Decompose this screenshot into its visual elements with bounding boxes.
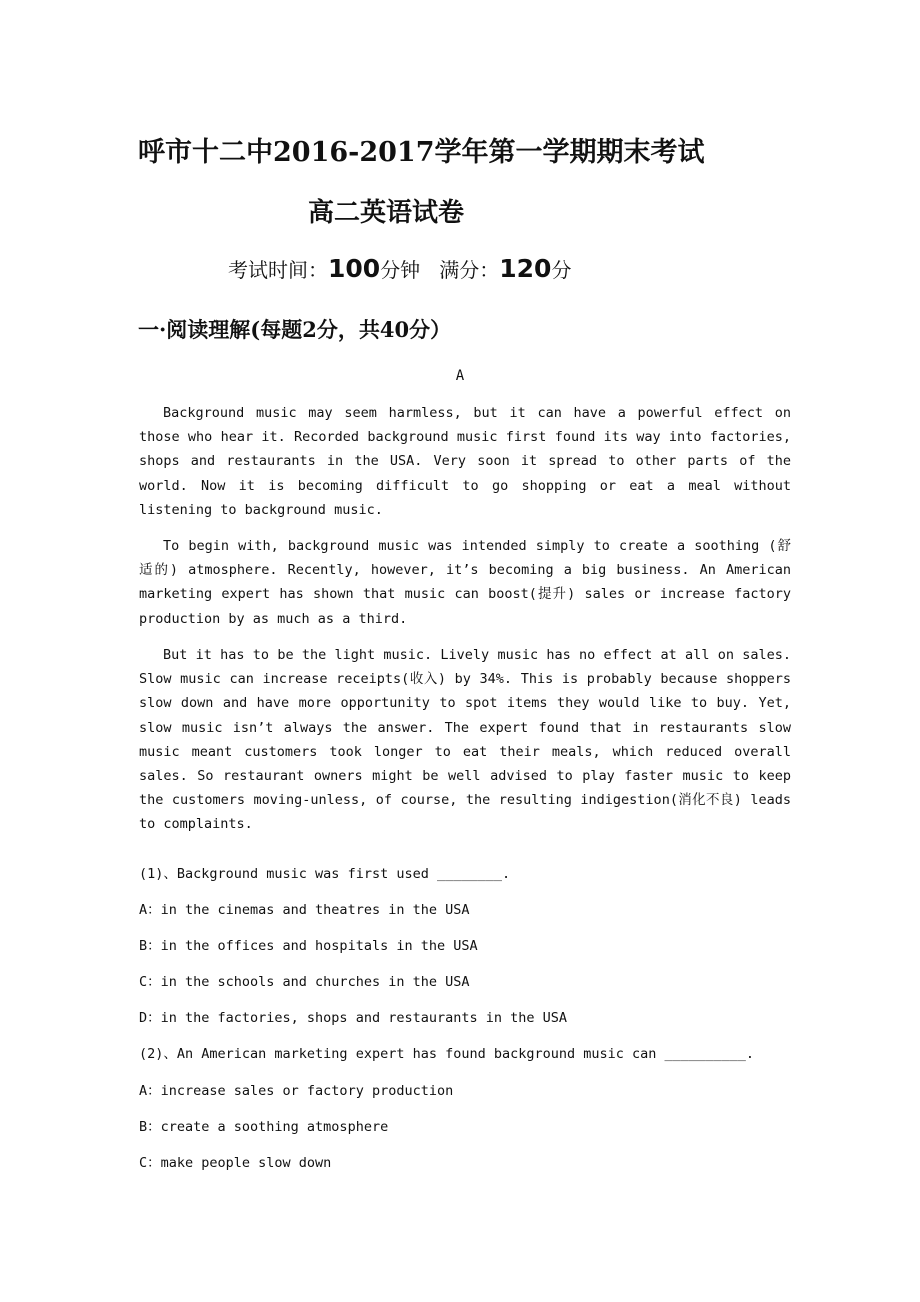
score-unit: 分	[551, 258, 572, 282]
passage-paragraph-1: Background music may seem harmless, but it can have a powerful effect on those who hear it. Recorded background music first found its way into factories, shops and restaurants in the USA. Very soon it spread to other parts of the world. Now it is becoming difficult to go shopping or eat a meal without listening to background music.	[139, 405, 791, 518]
question-1-option-b: B：in the offices and hospitals in the USA	[139, 938, 478, 954]
exam-info	[228, 254, 571, 283]
passage-paragraph-2: To begin with, background music was intended simply to create a soothing (舒适的) atmosphere. Recently, however, it’s becoming a big business. An American marketing expert has shown that music can boost(提升) sales or increase factory production by as much as a third.	[139, 538, 791, 627]
passage-label: A	[455, 368, 465, 384]
time-value: 100	[328, 254, 381, 283]
exam-title: 呼市十二中2016-2017学年第一学期期末考试	[138, 137, 705, 168]
passage-paragraph-3: But it has to be the light music. Lively music has no effect at all on sales. Slow music can increase receipts(收入) by 34%. This is probably because shoppers slow down and have more opportunity to spot items they would like to buy. Yet, slow music isn’t always the answer. The expert found that in restaurants slow music meant customers took longer to eat their meals, which reduced overall sales. So restaurant owners might be well advised to play faster music to keep the customers moving-unless, of course, the resulting indigestion(消化不良) leads to complaints.	[139, 647, 791, 833]
question-1-option-a: A：in the cinemas and theatres in the USA	[139, 902, 470, 918]
question-2-option-b: B：create a soothing atmosphere	[139, 1119, 389, 1135]
time-label: 考试时间：	[228, 258, 328, 282]
section-heading: 一·阅读理解(每题2分，共40分）	[138, 317, 452, 342]
question-2-stem: (2)、An American marketing expert has found background music can __________.	[139, 1046, 754, 1062]
time-unit: 分钟	[380, 258, 421, 282]
question-1-option-c: C：in the schools and churches in the USA	[139, 974, 470, 990]
score-label: 满分：	[439, 258, 500, 282]
question-1-stem: (1)、Background music was first used ________.	[139, 866, 511, 882]
score-value: 120	[499, 254, 552, 283]
question-1-option-d: D：in the factories, shops and restaurants in the USA	[139, 1010, 568, 1026]
question-2-option-c: C：make people slow down	[139, 1155, 332, 1171]
question-2-option-a: A：increase sales or factory production	[139, 1083, 454, 1099]
exam-subtitle: 高二英语试卷	[308, 198, 465, 228]
